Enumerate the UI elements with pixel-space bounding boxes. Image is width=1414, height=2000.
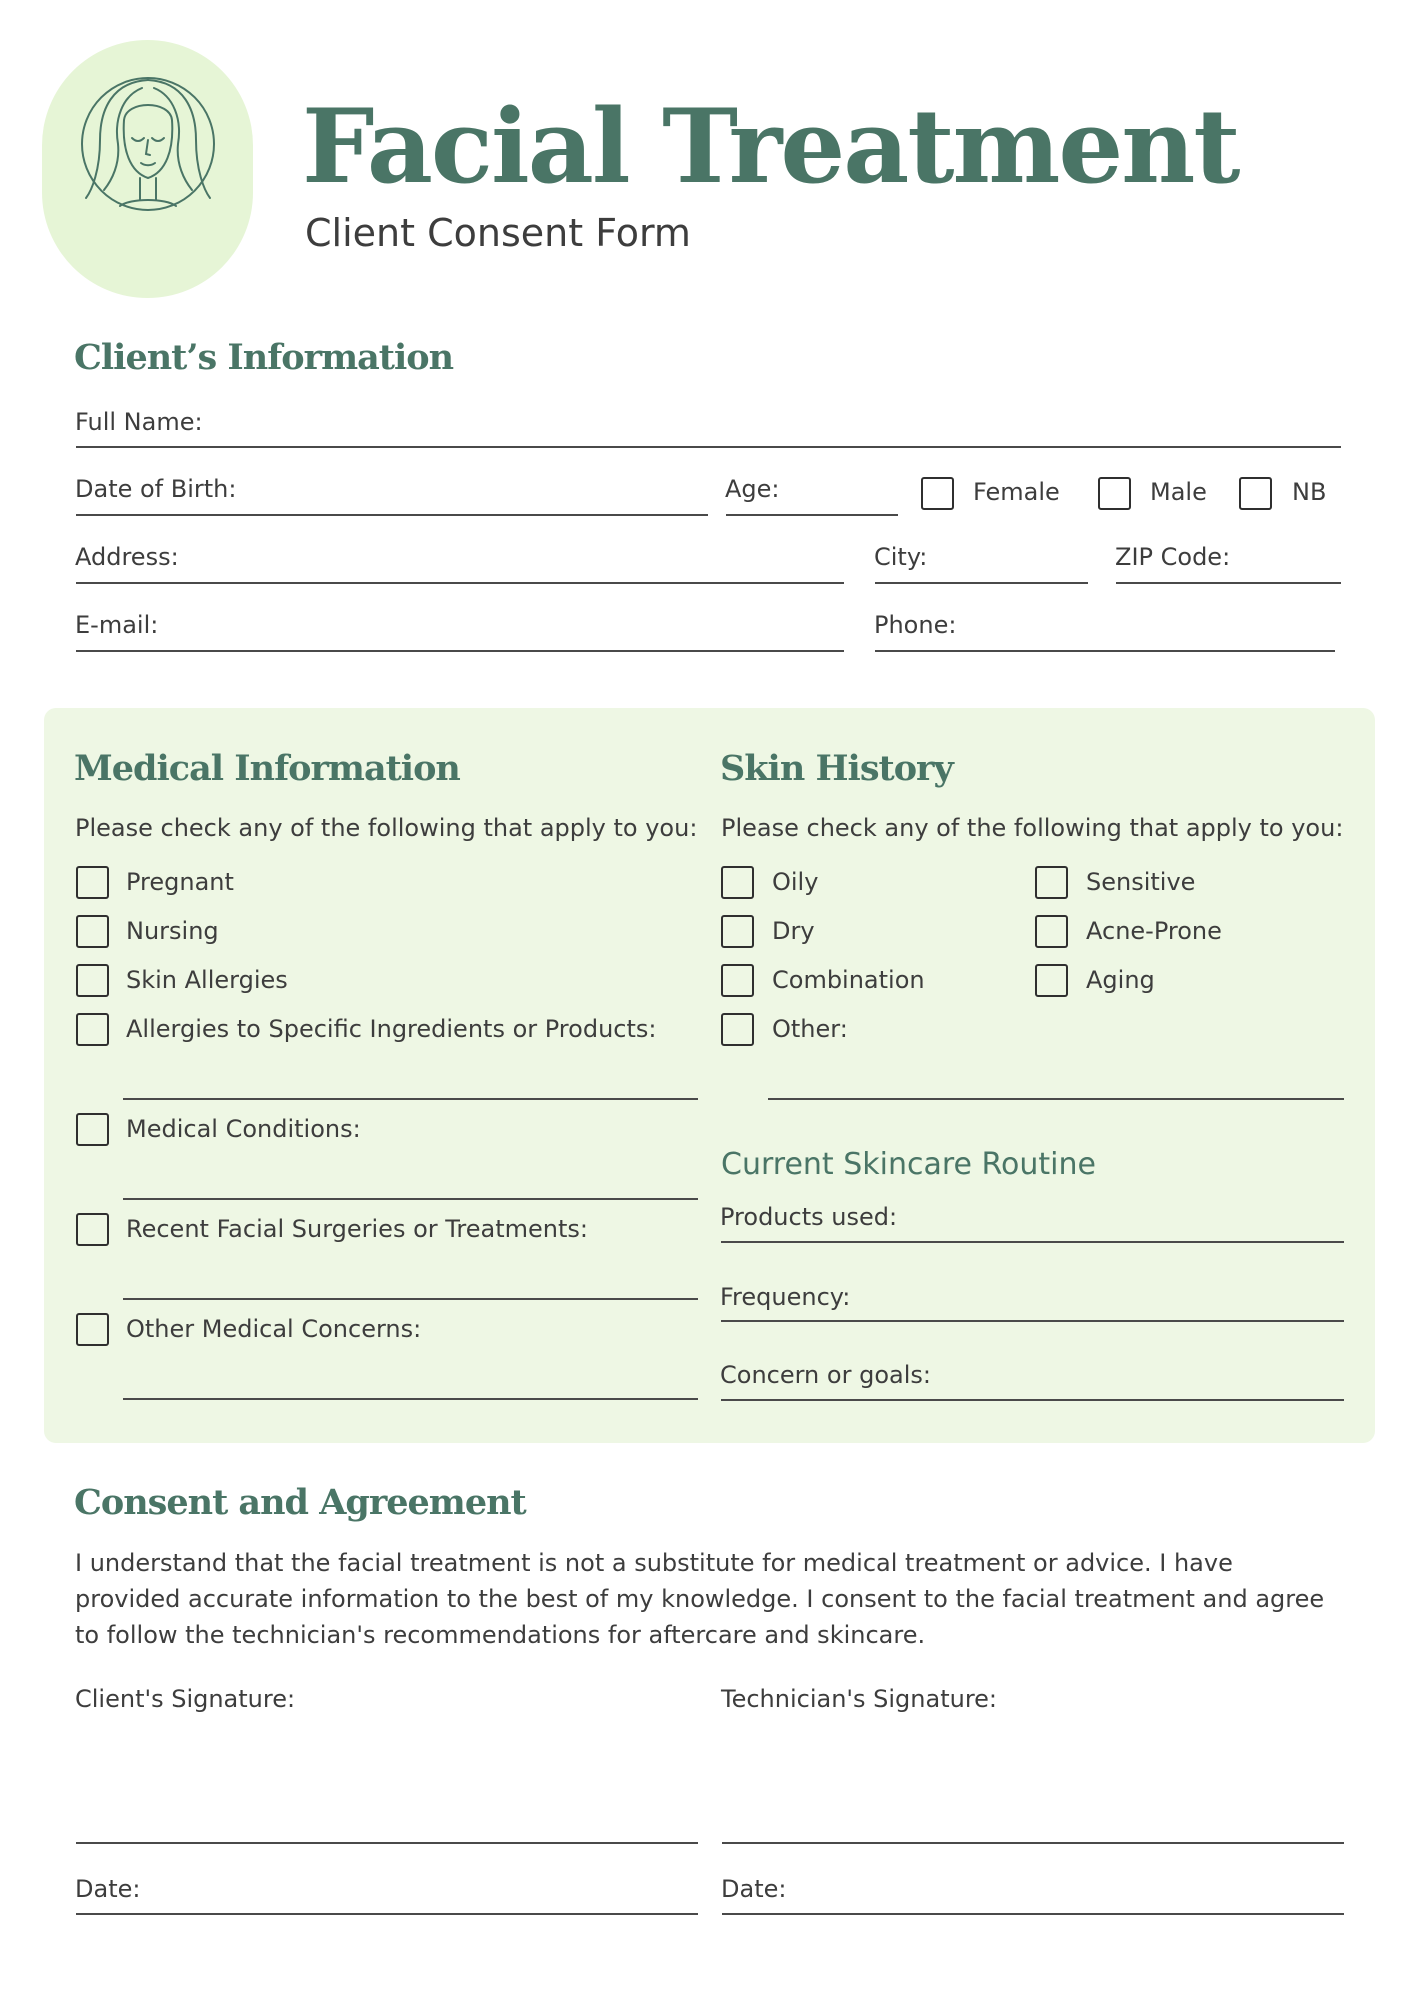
phone-field[interactable] [875,650,1335,652]
section-title-consent: Consent and Agreement [74,1482,526,1523]
dob-label: Date of Birth: [75,475,237,503]
full-name-field[interactable] [76,446,1341,448]
medical-other-field[interactable] [123,1398,698,1400]
skin-instruction: Please check any of the following that apply to you: [721,814,1344,842]
skin-other-label: Other: [772,1015,848,1043]
gender-male-label: Male [1150,478,1207,506]
skin-other-checkbox[interactable] [721,1013,754,1046]
medical-pregnant-checkbox[interactable] [76,866,109,899]
section-title-medical: Medical Information [74,748,460,789]
gender-female-checkbox[interactable] [921,477,954,510]
skin-aging-label: Aging [1086,966,1155,994]
medical-skin-allergies-checkbox[interactable] [76,964,109,997]
medical-skin-allergies-label: Skin Allergies [126,966,288,994]
logo-badge [42,40,253,298]
medical-surgeries-label: Recent Facial Surgeries or Treatments: [126,1215,588,1243]
technician-date-field[interactable] [722,1913,1344,1915]
medical-conditions-checkbox[interactable] [76,1113,109,1146]
page-title: Facial Treatment [302,87,1239,207]
skin-acne-prone-checkbox[interactable] [1035,915,1068,948]
section-title-skin-history: Skin History [720,748,953,789]
medical-nursing-label: Nursing [126,917,219,945]
section-title-routine: Current Skincare Routine [721,1147,1096,1182]
section-title-client-info: Client’s Information [74,337,454,378]
medical-conditions-field[interactable] [123,1198,698,1200]
full-name-label: Full Name: [75,408,203,436]
technician-signature-field[interactable] [722,1842,1344,1844]
skin-oily-checkbox[interactable] [721,866,754,899]
technician-date-label: Date: [721,1875,787,1903]
medical-ingredient-allergies-checkbox[interactable] [76,1013,109,1046]
address-label: Address: [75,543,179,571]
skin-combination-label: Combination [772,966,925,994]
client-date-label: Date: [75,1875,141,1903]
medical-conditions-label: Medical Conditions: [126,1115,361,1143]
medical-ingredient-allergies-field[interactable] [123,1098,698,1100]
skin-aging-checkbox[interactable] [1035,964,1068,997]
routine-frequency-label: Frequency: [720,1283,851,1311]
technician-signature-label: Technician's Signature: [721,1685,998,1713]
routine-products-label: Products used: [720,1203,898,1231]
address-field[interactable] [76,582,844,584]
email-field[interactable] [76,650,844,652]
skin-dry-label: Dry [772,917,815,945]
age-label: Age: [725,475,780,503]
skin-sensitive-checkbox[interactable] [1035,866,1068,899]
medical-surgeries-checkbox[interactable] [76,1213,109,1246]
client-date-field[interactable] [76,1913,698,1915]
client-signature-field[interactable] [76,1842,698,1844]
woman-face-icon [42,40,253,298]
phone-label: Phone: [874,611,957,639]
skin-combination-checkbox[interactable] [721,964,754,997]
gender-nb-checkbox[interactable] [1239,477,1272,510]
medical-surgeries-field[interactable] [123,1298,698,1300]
medical-nursing-checkbox[interactable] [76,915,109,948]
routine-products-field[interactable] [721,1241,1344,1243]
gender-male-checkbox[interactable] [1098,477,1131,510]
email-label: E-mail: [75,611,159,639]
medical-ingredient-allergies-label: Allergies to Specific Ingredients or Products: [126,1015,657,1043]
city-field[interactable] [875,582,1088,584]
page-subtitle: Client Consent Form [305,211,691,255]
skin-oily-label: Oily [772,868,819,896]
age-field[interactable] [726,514,898,516]
gender-nb-label: NB [1292,478,1327,506]
medical-other-checkbox[interactable] [76,1313,109,1346]
zip-field[interactable] [1116,582,1341,584]
routine-concern-label: Concern or goals: [720,1361,931,1389]
skin-other-field[interactable] [768,1098,1344,1100]
skin-dry-checkbox[interactable] [721,915,754,948]
consent-text: I understand that the facial treatment is not a substitute for medical treatment or advice. I have provided accurate information to the best of my knowledge. I consent to the facial treatment and agree to follow the technician's recommendations for aftercare and skincare. [75,1549,1325,1649]
medical-instruction: Please check any of the following that apply to you: [75,814,698,842]
client-signature-label: Client's Signature: [75,1685,296,1713]
routine-concern-field[interactable] [721,1399,1344,1401]
gender-female-label: Female [973,478,1060,506]
zip-label: ZIP Code: [1115,543,1231,571]
skin-acne-prone-label: Acne-Prone [1086,917,1222,945]
medical-other-label: Other Medical Concerns: [126,1315,422,1343]
dob-field[interactable] [76,514,708,516]
medical-pregnant-label: Pregnant [126,868,234,896]
skin-sensitive-label: Sensitive [1086,868,1196,896]
city-label: City: [874,543,928,571]
routine-frequency-field[interactable] [721,1320,1344,1322]
